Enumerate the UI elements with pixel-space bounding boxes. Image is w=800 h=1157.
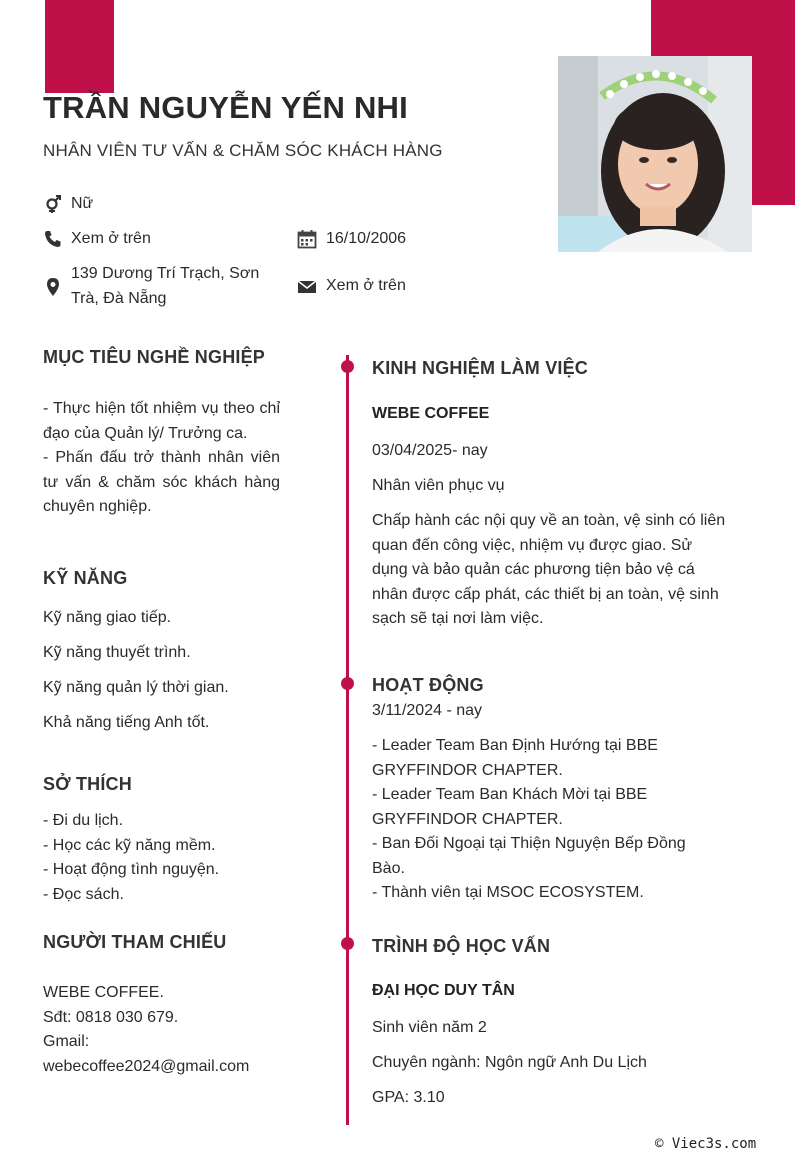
- birthday-value: 16/10/2006: [326, 230, 407, 247]
- education-title: TRÌNH ĐỘ HỌC VẤN: [372, 936, 551, 956]
- education-gpa: GPA: 3.10: [372, 1089, 445, 1106]
- education-year: Sinh viên năm 2: [372, 1019, 487, 1036]
- hobbies-list: [43, 809, 219, 907]
- timeline-line: [346, 355, 349, 1125]
- education-major: Chuyên ngành: Ngôn ngữ Anh Du Lịch: [372, 1054, 647, 1071]
- skills-title: KỸ NĂNG: [43, 568, 128, 588]
- calendar-icon: [297, 229, 317, 249]
- reference-line: WEBE COFFEE.: [43, 984, 164, 1001]
- objective-text: [43, 397, 280, 520]
- copyright-text: © Viec3s.com: [655, 1136, 757, 1152]
- gender-value: Nữ: [71, 195, 94, 212]
- hobby-item: - Đọc sách.: [43, 885, 124, 903]
- experience-period: 03/04/2025- nay: [372, 442, 488, 459]
- experience-description: Chấp hành các nội quy về an toàn, vệ sinh có liên quan đến công việc, nhiệm vụ được giao. Sử dụng và bảo quản các phương tiện bảo vệ cá nhân được cấp phát, các thiết bị an toàn, vệ sinh sạch sẽ tại nơi làm việc.: [372, 512, 726, 627]
- education-school: ĐẠI HỌC DUY TÂN: [372, 982, 515, 999]
- skill-item: Kỹ năng thuyết trình.: [43, 644, 191, 661]
- hobby-item: - Hoạt động tình nguyện.: [43, 861, 220, 878]
- skills-list: [43, 606, 229, 736]
- activity-item: - Thành viên tại MSOC ECOSYSTEM.: [372, 884, 644, 901]
- references-title: NGƯỜI THAM CHIẾU: [43, 932, 227, 952]
- phone-value: Xem ở trên: [71, 230, 151, 247]
- email-icon: [297, 277, 317, 297]
- phone-icon: [43, 229, 63, 249]
- profile-photo: [558, 56, 752, 252]
- activities-title: HOẠT ĐỘNG: [372, 675, 484, 695]
- candidate-name: TRẦN NGUYỄN YẾN NHI: [43, 90, 408, 125]
- address-value: 139 Dương Trí Trạch, Sơn Trà, Đà Nẵng: [71, 265, 260, 307]
- hobbies-title: SỞ THÍCH: [43, 774, 132, 794]
- activity-item: - Ban Đối Ngoại tại Thiện Nguyện Bếp Đồng Bào.: [372, 835, 686, 877]
- experience-company: WEBE COFFEE: [372, 405, 490, 422]
- timeline-dot: [341, 937, 354, 950]
- location-icon: [43, 277, 63, 297]
- activities-period: 3/11/2024 - nay: [372, 702, 483, 719]
- activity-item: - Leader Team Ban Khách Mời tại BBE GRYFFINDOR CHAPTER.: [372, 786, 648, 828]
- objective-title: MỤC TIÊU NGHỀ NGHIỆP: [43, 347, 266, 367]
- timeline-dot: [341, 677, 354, 690]
- hobby-item: - Đi du lịch.: [43, 812, 124, 829]
- skill-item: Khả năng tiếng Anh tốt.: [43, 714, 210, 731]
- objective-line: - Thực hiện tốt nhiệm vụ theo chỉ đạo của Quản lý/ Trưởng ca.: [43, 400, 280, 442]
- reference-line: Gmail:: [43, 1033, 90, 1050]
- email-value: Xem ở trên: [326, 277, 406, 294]
- experience-position: Nhân viên phục vụ: [372, 477, 505, 494]
- skill-item: Kỹ năng quản lý thời gian.: [43, 679, 229, 696]
- reference-line: Sđt: 0818 030 679.: [43, 1008, 179, 1026]
- gender-icon: [43, 194, 63, 214]
- reference-email: webecoffee2024@gmail.com: [43, 1057, 250, 1075]
- experience-title: KINH NGHIỆM LÀM VIỆC: [372, 358, 589, 378]
- objective-line: - Phấn đấu trở thành nhân viên tư vấn & chăm sóc khách hàng chuyên nghiệp.: [43, 449, 280, 515]
- accent-block-left: [45, 0, 114, 93]
- hobby-item: - Học các kỹ năng mềm.: [43, 836, 216, 854]
- timeline-dot: [341, 360, 354, 373]
- references-text: [43, 981, 249, 1079]
- job-title: NHÂN VIÊN TƯ VẤN & CHĂM SÓC KHÁCH HÀNG: [43, 141, 443, 160]
- skill-item: Kỹ năng giao tiếp.: [43, 609, 172, 626]
- activity-item: - Leader Team Ban Định Hướng tại BBE GRYFFINDOR CHAPTER.: [372, 737, 658, 779]
- activities-list: [372, 734, 717, 906]
